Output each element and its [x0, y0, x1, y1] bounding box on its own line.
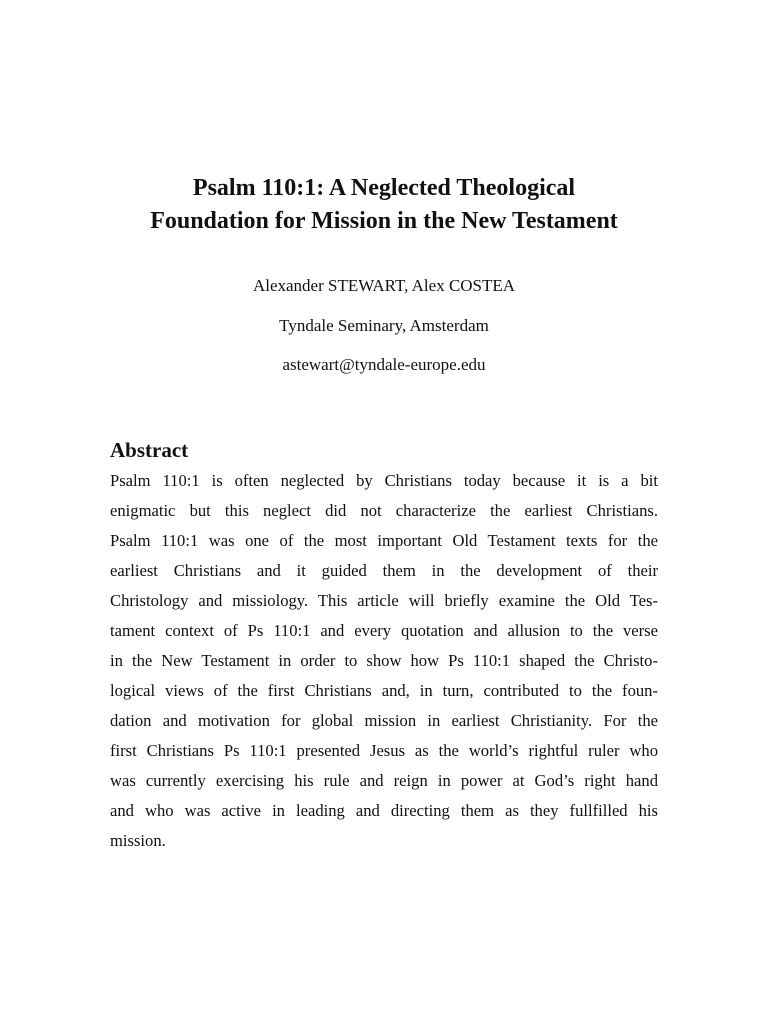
abstract-line: in the New Testament in order to show how Ps 110:1 shaped the Christo- [110, 651, 658, 670]
paper-title-line-2: Foundation for Mission in the New Testament [150, 208, 618, 235]
paper-affiliation: Tyndale Seminary, Amsterdam [279, 316, 489, 335]
abstract-heading: Abstract [110, 438, 189, 462]
abstract-line: mission. [110, 831, 166, 850]
abstract-line: Christology and missiology. This article will briefly examine the Old Tes- [110, 591, 658, 610]
paper-title [0, 172, 768, 238]
abstract-line: first Christians Ps 110:1 presented Jesus as the world’s rightful ruler who [110, 741, 658, 760]
abstract-line: tament context of Ps 110:1 and every quotation and allusion to the verse [110, 621, 658, 640]
abstract-line: Psalm 110:1 is often neglected by Christians today because it is a bit [110, 471, 658, 490]
abstract-line: earliest Christians and it guided them in the development of their [110, 561, 658, 580]
abstract-line: logical views of the first Christians and, in turn, contributed to the foun- [110, 681, 658, 700]
paper-authors: Alexander STEWART, Alex COSTEA [252, 276, 516, 295]
abstract-line: dation and motivation for global mission in earliest Christianity. For the [110, 711, 658, 730]
abstract-line: Psalm 110:1 was one of the most important Old Testament texts for the [110, 531, 658, 550]
abstract-line: was currently exercising his rule and reign in power at God’s right hand [110, 771, 658, 790]
paper-title-line-1: Psalm 110:1: A Neglected Theological [192, 175, 576, 202]
abstract-line: and who was active in leading and directing them as they fullfilled his [110, 801, 658, 820]
author-email: astewart@tyndale-europe.edu [282, 355, 486, 374]
abstract-body [110, 466, 658, 856]
abstract-line: enigmatic but this neglect did not characterize the earliest Christians. [110, 501, 658, 520]
